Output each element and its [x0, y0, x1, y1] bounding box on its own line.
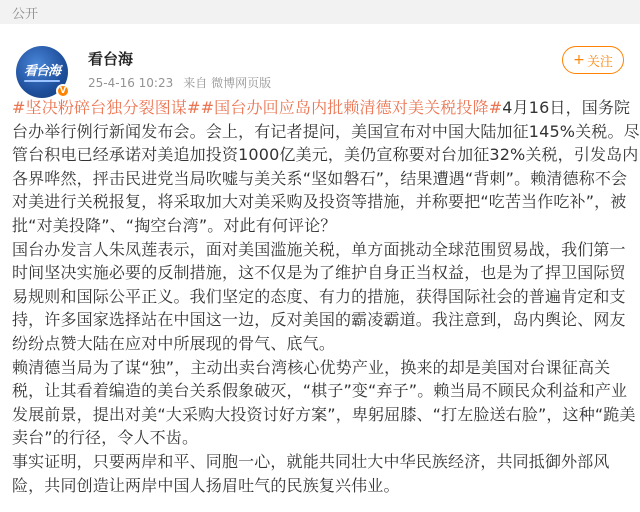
- hashtag-link[interactable]: #国台办回应岛内批赖清德对美关税投降#: [200, 98, 503, 117]
- post-source: 微博网页版: [211, 76, 272, 90]
- plus-icon: +: [573, 52, 585, 68]
- visibility-label: 公开: [12, 6, 39, 22]
- post-meta: [88, 74, 271, 91]
- post-paragraph-2: 国台办发言人朱凤莲表示，面对美国滥施关税，单方面挑动全球范围贸易战，我们第一时间坚决实施必要的反制措施，这不仅是为了维护自身正当权益，也是为了捍卫国际贸易规则和国际公平正义。我们坚定的态度、有力的措施，获得国际社会的普遍肯定和支持，许多国家选择站在中国这一边，反对美国的霸凌霸道。我注意到，岛内舆论、网友纷纷点赞大陆在应对中所展现的骨气、底气。: [12, 239, 626, 353]
- post-paragraph-3: 赖清德当局为了谋“独”，主动出卖台湾核心优势产业，换来的却是美国对台课征高关税，让其看着编造的美台关系假象破灭，“棋子”变“弃子”。赖当局不顾民众利益和产业发展前景，提出对美“大采购大投资讨好方案”，卑躬屈膝、“打左脸送右脸”，这种“跪美卖台”的行径，令人不齿。: [12, 357, 636, 448]
- hashtag-link[interactable]: #坚决粉碎台独分裂图谋#: [12, 98, 201, 117]
- visibility-bar: [0, 0, 640, 24]
- post-paragraph-1: [12, 96, 640, 238]
- follow-button[interactable]: [562, 46, 624, 74]
- verified-badge-icon: V: [56, 84, 70, 98]
- post-header: [0, 38, 640, 94]
- post-content: [0, 96, 640, 497]
- account-name[interactable]: 看台海: [88, 50, 134, 68]
- paragraph-text: 4月16日，国务院台办举行例行新闻发布会。会上，有记者提问，美国宣布对中国大陆加征145%关税。尽管台积电已经承诺对美追加投资1000亿美元，美仍宣称要对台加征32%关税，引发岛内各界哗然，抨击民进党当局吹嘘与美关系“坚如磐石”，结果遭遇“背刺”。赖清德称不会对美进行关税报复，将采取加大对美采购及投资等措施，并称要把“吃苦当作吃补”，被批“对美投降”、“掏空台湾”。对此有何评论？: [12, 98, 640, 235]
- source-prefix: 来自: [183, 76, 208, 90]
- avatar-logo-underline: [24, 80, 60, 82]
- avatar-logo-text: 看台海: [23, 64, 60, 79]
- follow-button-label: 关注: [586, 54, 613, 70]
- post-date[interactable]: 25-4-16 10:23: [88, 76, 174, 90]
- post-paragraph-4: 事实证明，只要两岸和平、同胞一心，就能共同壮大中华民族经济，共同抵御外部风险，共同创造让两岸中国人扬眉吐气的民族复兴伟业。: [12, 451, 610, 495]
